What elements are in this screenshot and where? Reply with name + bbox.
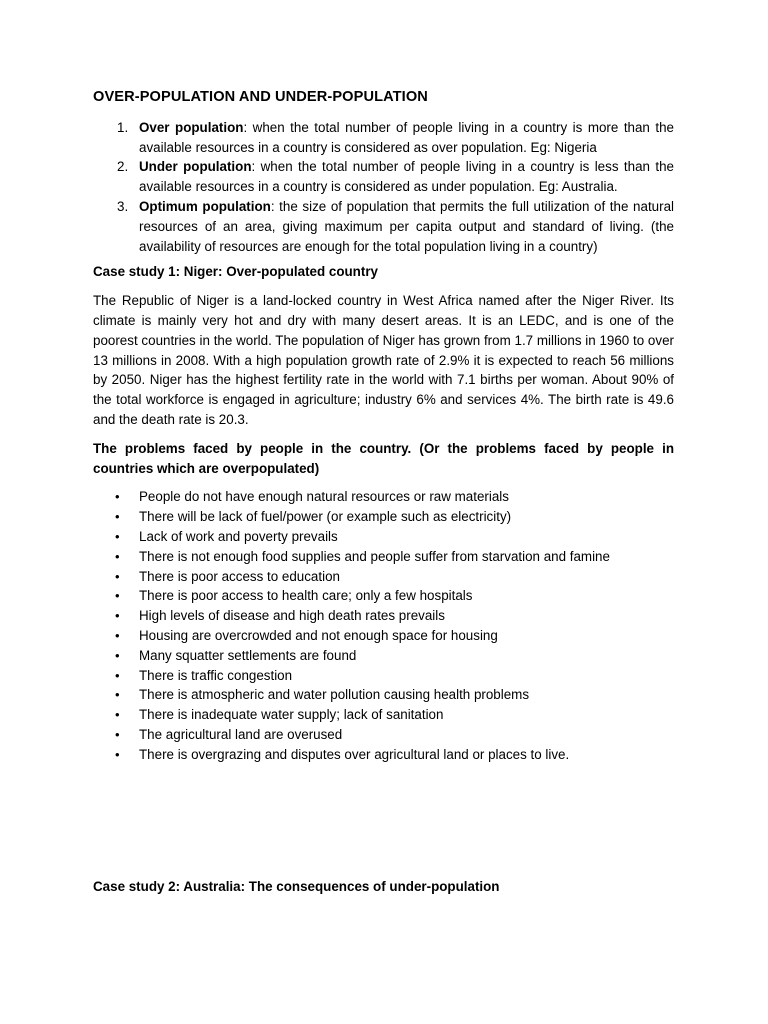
list-item bbox=[93, 646, 674, 666]
list-item-text: There is not enough food supplies and people suffer from starvation and famine bbox=[139, 548, 610, 564]
list-item-text: Lack of work and poverty prevails bbox=[139, 528, 338, 544]
list-item bbox=[93, 547, 674, 567]
bullet-icon: • bbox=[115, 707, 120, 723]
list-item bbox=[93, 666, 674, 686]
bullet-icon: • bbox=[115, 528, 120, 544]
list-item-text: There is poor access to health care; only a few hospitals bbox=[139, 588, 473, 604]
list-item bbox=[93, 586, 674, 606]
list-item-text: There is traffic congestion bbox=[139, 667, 293, 683]
list-item bbox=[93, 606, 674, 626]
list-item bbox=[93, 626, 674, 646]
list-item bbox=[93, 487, 674, 507]
list-item-text: There is poor access to education bbox=[139, 568, 340, 584]
list-number: 1. bbox=[117, 119, 129, 135]
list-item bbox=[93, 725, 674, 745]
list-item-text: The agricultural land are overused bbox=[139, 726, 343, 742]
list-item bbox=[93, 527, 674, 547]
bullet-icon: • bbox=[115, 627, 120, 643]
definition-text: : when the total number of people living in a country is more than the available resources in a country is considered as over population. Eg: Nigeria bbox=[139, 119, 674, 155]
bullet-icon: • bbox=[115, 667, 120, 683]
list-item bbox=[93, 685, 674, 705]
document-title: OVER-POPULATION AND UNDER-POPULATION bbox=[93, 89, 428, 105]
list-item bbox=[93, 745, 674, 765]
bullet-icon: • bbox=[115, 568, 120, 584]
bullet-icon: • bbox=[115, 548, 120, 564]
bullet-icon: • bbox=[115, 687, 120, 703]
problems-list bbox=[93, 487, 674, 764]
definition-term: Under population bbox=[139, 159, 252, 175]
list-item-text: Housing are overcrowded and not enough space for housing bbox=[139, 627, 498, 643]
list-item-text: There will be lack of fuel/power (or example such as electricity) bbox=[139, 509, 512, 525]
list-item-text: There is overgrazing and disputes over agricultural land or places to live. bbox=[139, 746, 570, 762]
list-number: 3. bbox=[117, 198, 129, 214]
list-item bbox=[93, 567, 674, 587]
case-study-1-paragraph: The Republic of Niger is a land-locked country in West Africa named after the Niger River. Its climate is mainly very hot and dry with many desert areas. It is an LEDC, and is one of the poorest countries in the world. The population of Niger has grown from 1.7 millions in 1960 to over 13 millions in 2008. With a high population growth rate of 2.9% it is expected to reach 56 millions by 2050. Niger has the highest fertility rate in the world with 7.1 births per woman. About 90% of the total workforce is engaged in agriculture; industry 6% and services 4%. The birth rate is 49.6 and the death rate is 20.3. bbox=[93, 293, 674, 427]
definition-text: : the size of population that permits the full utilization of the natural resources of an area, giving maximum per capita output and standard of living. (the availability of resources are enough for the total population living in a country) bbox=[139, 198, 674, 254]
bullet-icon: • bbox=[115, 647, 120, 663]
list-item bbox=[93, 507, 674, 527]
definition-text: : when the total number of people living in a country is less than the available resources in a country is considered as under population. Eg: Australia. bbox=[139, 159, 674, 195]
bullet-icon: • bbox=[115, 588, 120, 604]
definition-item bbox=[93, 197, 674, 256]
definitions-list bbox=[93, 118, 674, 257]
list-item-text: There is atmospheric and water pollution causing health problems bbox=[139, 687, 530, 703]
bullet-icon: • bbox=[115, 726, 120, 742]
case-study-2-heading: Case study 2: Australia: The consequences of under-population bbox=[93, 879, 500, 894]
list-item-text: There is inadequate water supply; lack of sanitation bbox=[139, 707, 444, 723]
definition-item bbox=[93, 118, 674, 158]
bullet-icon: • bbox=[115, 489, 120, 505]
bullet-icon: • bbox=[115, 608, 120, 624]
problems-heading: The problems faced by people in the country. (Or the problems faced by people in countries which are overpopulated) bbox=[93, 440, 674, 476]
list-item-text: People do not have enough natural resources or raw materials bbox=[139, 489, 509, 505]
list-number: 2. bbox=[117, 159, 129, 175]
bullet-icon: • bbox=[115, 509, 120, 525]
list-item-text: Many squatter settlements are found bbox=[139, 647, 357, 663]
document-page bbox=[93, 88, 674, 765]
bullet-icon: • bbox=[115, 746, 120, 762]
definition-term: Over population bbox=[139, 119, 244, 135]
case-study-1-heading: Case study 1: Niger: Over-populated country bbox=[93, 264, 378, 280]
list-item-text: High levels of disease and high death rates prevails bbox=[139, 608, 445, 624]
list-item bbox=[93, 705, 674, 725]
definition-item bbox=[93, 157, 674, 197]
definition-term: Optimum population bbox=[139, 198, 271, 214]
